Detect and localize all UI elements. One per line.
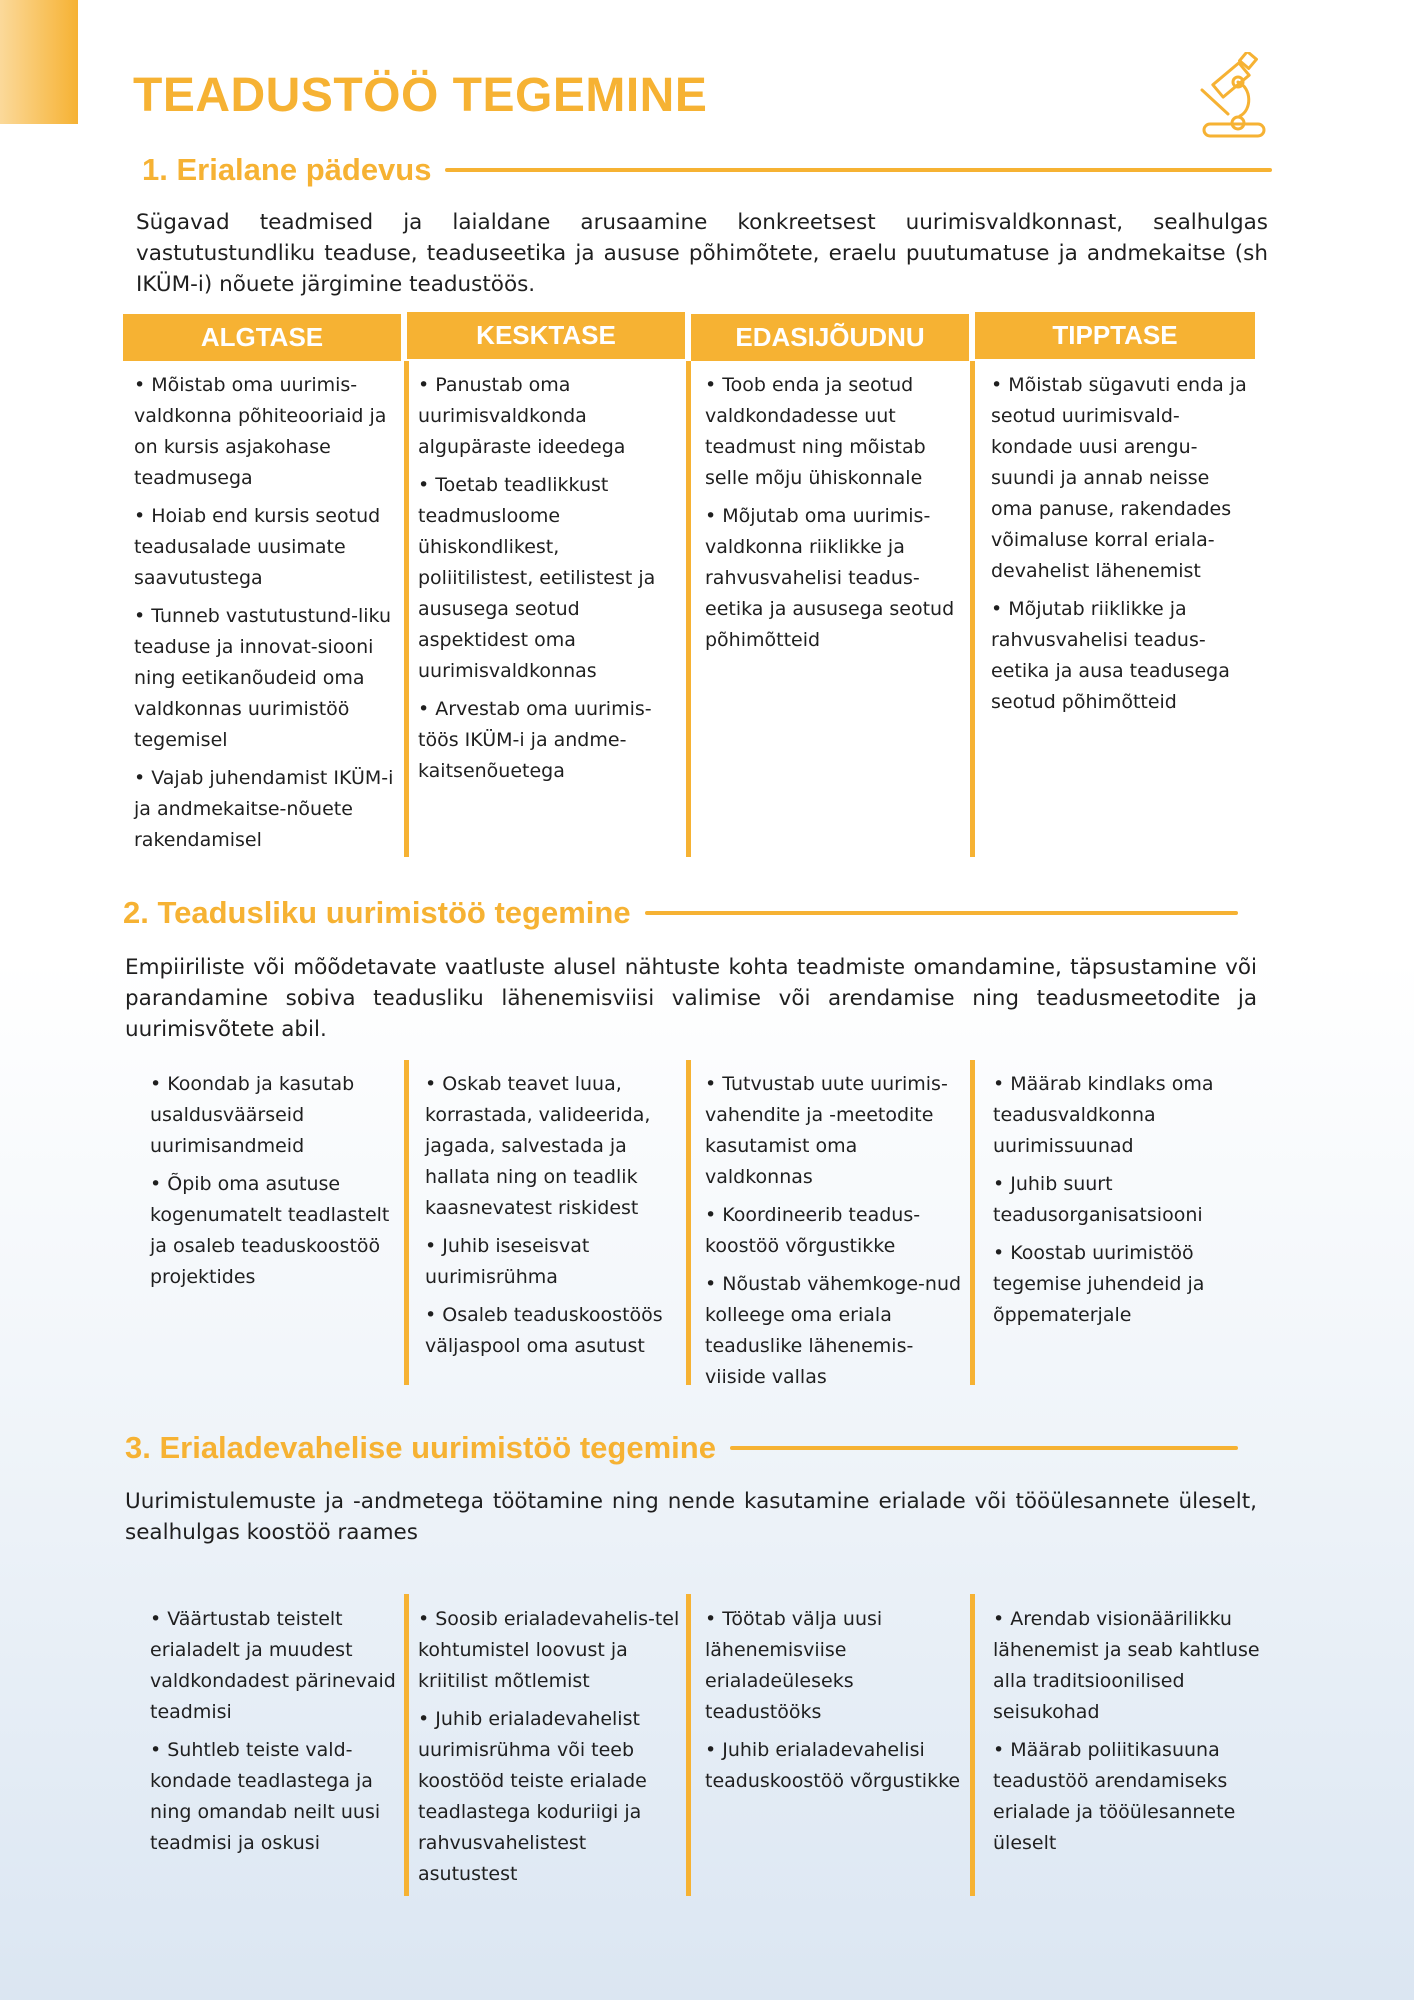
section-3-col-3 <box>705 1604 967 1804</box>
section-1-heading <box>142 152 1272 188</box>
competency-item: • Nõustab vähemkoge-nud kolleege oma eriala teaduslike lähenemis-viiside vallas <box>705 1273 962 1388</box>
level-header-kesktase: KESKTASE <box>407 312 685 359</box>
column-divider <box>686 361 691 857</box>
competency-item: • Mõjutab riiklikke ja rahvusvahelisi teadus-eetika ja ausa teadusega seotud põhimõtteid <box>991 598 1230 713</box>
competency-item: • Hoiab end kursis seotud teadusalade uusimate saavutustega <box>134 505 381 589</box>
heading-rule <box>645 911 1238 915</box>
section-2-col-1 <box>150 1069 400 1300</box>
competency-item: • Koordineerib teadus-koostöö võrgustikke <box>705 1204 921 1257</box>
section-2-col-3 <box>705 1069 967 1400</box>
competency-item: • Koostab uurimistöö tegemise juhendeid ja õppematerjale <box>993 1242 1205 1326</box>
section-3-col-1 <box>150 1604 400 1866</box>
section-heading-text: 2. Teadusliku uurimistöö tegemine <box>123 895 631 930</box>
column-divider <box>404 1594 409 1896</box>
column-divider <box>404 361 409 857</box>
column-divider <box>686 1594 691 1896</box>
competency-item: • Osaleb teaduskoostöös väljaspool oma asutust <box>425 1304 663 1357</box>
section-1-intro: Sügavad teadmised ja laialdane arusaamine konkreetsest uurimisvaldkonnast, sealhulgas vastutustundliku teaduse, teaduseetika ja aususe põhimõtete, eraelu puutumatuse ja andmekaitse (sh IKÜM-i) nõuete järgimine teadustöös. <box>136 210 1268 297</box>
section-3-col-2 <box>418 1604 683 1897</box>
competency-item: • Juhib erialadevahelist uurimisrühma või teeb koostööd teiste erialade teadlastega koduriigi ja rahvusvahelistest asutustest <box>418 1708 647 1885</box>
competency-item: • Määrab kindlaks oma teadusvaldkonna uurimissuunad <box>993 1073 1214 1157</box>
heading-rule <box>445 168 1272 172</box>
competency-item: • Koondab ja kasutab usaldusväärseid uurimisandmeid <box>150 1073 355 1157</box>
section-1-col-4 <box>991 370 1253 725</box>
competency-item: • Toob enda ja seotud valdkondadesse uut teadmust ning mõistab selle mõju ühiskonnale <box>705 374 926 489</box>
level-header-algtase: ALGTASE <box>123 314 401 361</box>
corner-accent <box>0 0 78 124</box>
section-1-col-1 <box>134 370 400 863</box>
section-heading-text: 1. Erialane pädevus <box>142 152 432 187</box>
microscope-icon <box>1198 52 1270 142</box>
competency-item: • Töötab välja uusi lähenemisviise erialadeüleseks teadustööks <box>705 1608 883 1723</box>
competency-item: • Panustab oma uurimisvaldkonda algupäraste ideedega <box>418 374 626 458</box>
competency-item: • Juhib iseseisvat uurimisrühma <box>425 1235 590 1288</box>
competency-item: • Õpib oma asutuse kogenumatelt teadlastelt ja osaleb teaduskoostöö projektides <box>150 1173 390 1288</box>
competency-item: • Mõistab sügavuti enda ja seotud uurimisvald-kondade uusi arengu-suundi ja annab neisse oma panuse, rakendades võimaluse korral eriala-devahelist lähenemist <box>991 374 1247 582</box>
section-2-heading <box>123 895 1238 931</box>
competency-item: • Määrab poliitikasuuna teadustöö arendamiseks erialade ja tööülesannete üleselt <box>993 1739 1236 1854</box>
page-title: TEADUSTÖÖ TEGEMINE <box>133 69 708 122</box>
competency-item: • Tutvustab uute uurimis-vahendite ja -meetodite kasutamist oma valdkonnas <box>705 1073 948 1188</box>
competency-item: • Arendab visionäärilikku lähenemist ja seab kahtluse alla traditsioonilised seisukohad <box>993 1608 1260 1723</box>
column-divider <box>970 1594 975 1896</box>
competency-item: • Soosib erialadevahelis-tel kohtumistel loovust ja kriitilist mõtlemist <box>418 1608 680 1692</box>
section-1-col-3 <box>705 370 967 663</box>
column-divider <box>404 1060 409 1385</box>
section-2-col-4 <box>993 1069 1255 1338</box>
competency-item: • Toetab teadlikkust teadmusloome ühiskondlikest, poliitilistest, eetilistest ja aususega seotud aspektidest oma uurimisvaldkonnas <box>418 474 656 682</box>
competency-item: • Vajab juhendamist IKÜM-i ja andmekaitse-nõuete rakendamisel <box>134 767 394 851</box>
competency-item: • Oskab teavet luua, korrastada, valideerida, jagada, salvestada ja hallata ning on teadlik kaasnevatest riskidest <box>425 1073 651 1219</box>
section-3-intro: Uurimistulemuste ja -andmetega töötamine ning nende kasutamine erialade või tööülesannete üleselt, sealhulgas koostöö raames <box>125 1489 1257 1545</box>
competency-item: • Mõistab oma uurimis-valdkonna põhiteooriaid ja on kursis asjakohase teadmusega <box>134 374 387 489</box>
column-divider <box>970 361 975 857</box>
competency-item: • Tunneb vastutustund-liku teaduse ja innovat-siooni ning eetikanõudeid oma valdkonnas uurimistöö tegemisel <box>134 605 392 751</box>
level-header-edasijoudnu: EDASIJÕUDNU <box>691 314 969 361</box>
column-divider <box>686 1060 691 1385</box>
section-3-heading <box>125 1430 1238 1466</box>
section-2-intro: Empiiriliste või mõõdetavate vaatluste alusel nähtuste kohta teadmiste omandamine, täpsustamine või parandamine sobiva teadusliku lähenemisviisi valimise või arendamise ning teadusmeetodite ja uurimisvõtete abil. <box>125 955 1257 1042</box>
competency-item: • Juhib erialadevahelisi teaduskoostöö võrgustikke <box>705 1739 961 1792</box>
competency-item: • Juhib suurt teadusorganisatsiooni <box>993 1173 1203 1226</box>
competency-item: • Väärtustab teistelt erialadelt ja muudest valdkondadest pärinevaid teadmisi <box>150 1608 396 1723</box>
level-header-tipptase: TIPPTASE <box>975 312 1255 359</box>
section-heading-text: 3. Erialadevahelise uurimistöö tegemine <box>125 1430 716 1465</box>
section-3-col-4 <box>993 1604 1275 1866</box>
competency-item: • Suhtleb teiste vald-kondade teadlastega ja ning omandab neilt uusi teadmisi ja oskusi <box>150 1739 381 1854</box>
heading-rule <box>730 1446 1238 1450</box>
competency-item: • Mõjutab oma uurimis-valdkonna riiklikke ja rahvusvahelisi teadus-eetika ja aususega seotud põhimõtteid <box>705 505 955 651</box>
column-divider <box>970 1060 975 1385</box>
competency-item: • Arvestab oma uurimis-töös IKÜM-i ja andme-kaitsenõuetega <box>418 698 652 782</box>
section-2-col-2 <box>425 1069 685 1369</box>
section-1-col-2 <box>418 370 680 794</box>
